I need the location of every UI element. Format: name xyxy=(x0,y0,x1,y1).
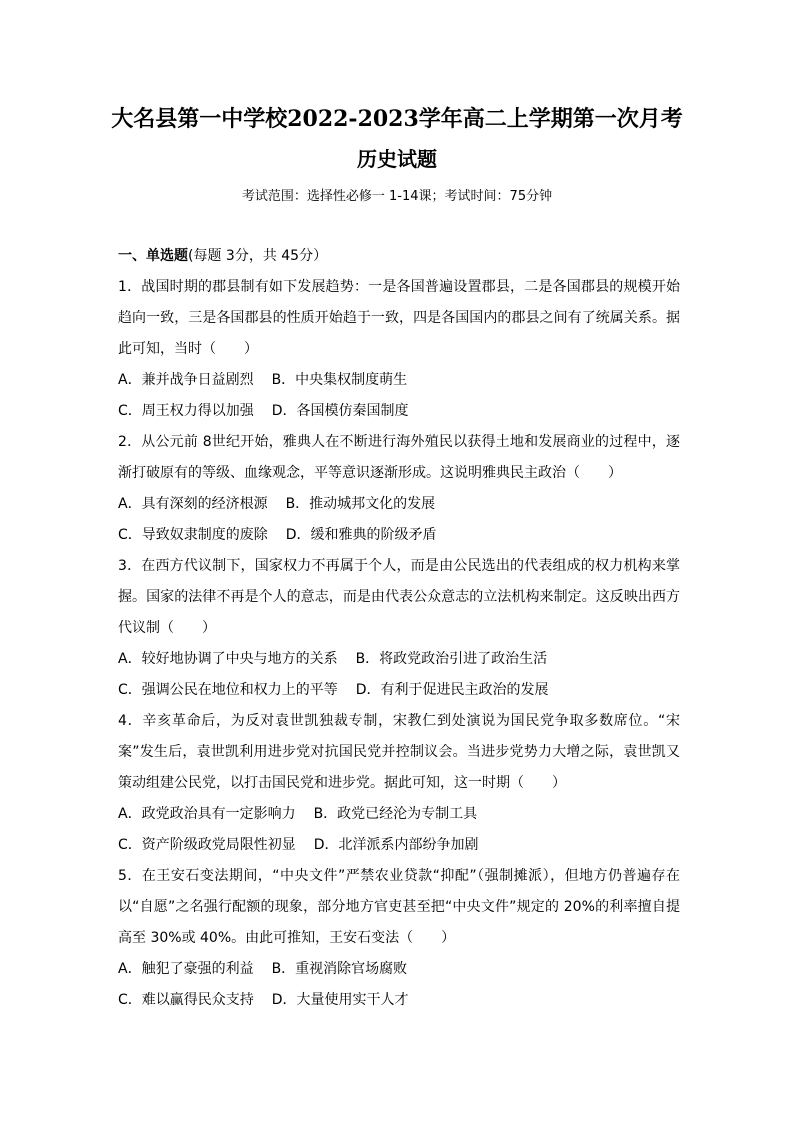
option-b: B．中央集权制度萌生 xyxy=(271,372,408,388)
option-row xyxy=(118,985,680,1016)
option-d: D．北洋派系内部纷争加剧 xyxy=(313,837,479,853)
question-stem: 3．在西方代议制下，国家权力不再属于个人，而是由公民选出的代表组成的权力机构来掌握。国家的法律不再是个人的意志，而是由代表公众意志的立法机构来制定。这反映出西方代议制（ ） xyxy=(118,558,680,636)
option-c: C．资产阶级政党局限性初显 xyxy=(118,837,296,853)
exam-scope-note: 考试范围：选择性必修一 1-14课；考试时间：75分钟 xyxy=(241,189,553,204)
option-b: B．重视消除官场腐败 xyxy=(271,961,408,977)
option-d: D．大量使用实干人才 xyxy=(271,992,409,1008)
exam-title: 大名县第一中学校2022-2023学年高二上学期第一次月考 xyxy=(111,106,683,132)
option-c: C．强调公民在地位和权力上的平等 xyxy=(118,682,338,698)
exam-subject: 历史试题 xyxy=(357,147,437,171)
section-heading xyxy=(118,241,680,272)
option-row xyxy=(118,830,680,861)
option-row xyxy=(118,396,680,427)
question-stem: 4．辛亥革命后，为反对袁世凯独裁专制，宋教仁到处演说为国民党争取多数席位。“宋案”发生后，袁世凯利用进步党对抗国民党并控制议会。当进步党势力大增之际，袁世凯又策动组建公民党，以打击国民党和进步党。据此可知，这一时期（ ） xyxy=(118,713,680,791)
question-4 xyxy=(118,706,680,861)
option-row xyxy=(118,644,680,675)
option-row xyxy=(118,954,680,985)
option-row xyxy=(118,520,680,551)
option-a: A．兼并战争日益剧烈 xyxy=(118,372,254,388)
exam-content xyxy=(118,241,680,1016)
option-a: A．触犯了豪强的利益 xyxy=(118,961,254,977)
section-label: 一、单选题 xyxy=(118,248,188,264)
option-row xyxy=(118,675,680,706)
option-b: B．推动城邦文化的发展 xyxy=(285,496,436,512)
option-b: B．将政党政治引进了政治生活 xyxy=(355,651,548,667)
option-d: D．缓和雅典的阶级矛盾 xyxy=(285,527,437,543)
question-stem: 2．从公元前 8世纪开始，雅典人在不断进行海外殖民以获得土地和发展商业的过程中，逐渐打破原有的等级、血缘观念，平等意识逐渐形成。这说明雅典民主政治（ ） xyxy=(118,434,680,481)
option-c: C．导致奴隶制度的废除 xyxy=(118,527,268,543)
option-c: C．难以赢得民众支持 xyxy=(118,992,254,1008)
question-5 xyxy=(118,861,680,1016)
option-b: B．政党已经沦为专制工具 xyxy=(313,806,478,822)
section-score-note: (每题 3分，共 45分） xyxy=(188,248,328,264)
option-d: D．有利于促进民主政治的发展 xyxy=(355,682,549,698)
question-1 xyxy=(118,272,680,427)
option-a: A．具有深刻的经济根源 xyxy=(118,496,268,512)
question-stem: 5．在王安石变法期间，“中央文件”严禁农业贷款“抑配”（强制摊派），但地方仍普遍存在以“自愿”之名强行配额的现象，部分地方官吏甚至把“中央文件”规定的 20%的利率擅自提高至 30%或 40%。由此可推知，王安石变法（ ） xyxy=(118,868,680,946)
option-row xyxy=(118,489,680,520)
option-a: A．政党政治具有一定影响力 xyxy=(118,806,296,822)
question-3 xyxy=(118,551,680,706)
question-stem: 1．战国时期的郡县制有如下发展趋势：一是各国普遍设置郡县，二是各国郡县的规模开始趋向一致，三是各国郡县的性质开始趋于一致，四是各国国内的郡县之间有了统属关系。据此可知，当时（ ） xyxy=(118,279,680,357)
option-row xyxy=(118,799,680,830)
question-2 xyxy=(118,427,680,551)
option-d: D．各国模仿秦国制度 xyxy=(271,403,409,419)
option-row xyxy=(118,365,680,396)
option-c: C．周王权力得以加强 xyxy=(118,403,254,419)
option-a: A．较好地协调了中央与地方的关系 xyxy=(118,651,338,667)
